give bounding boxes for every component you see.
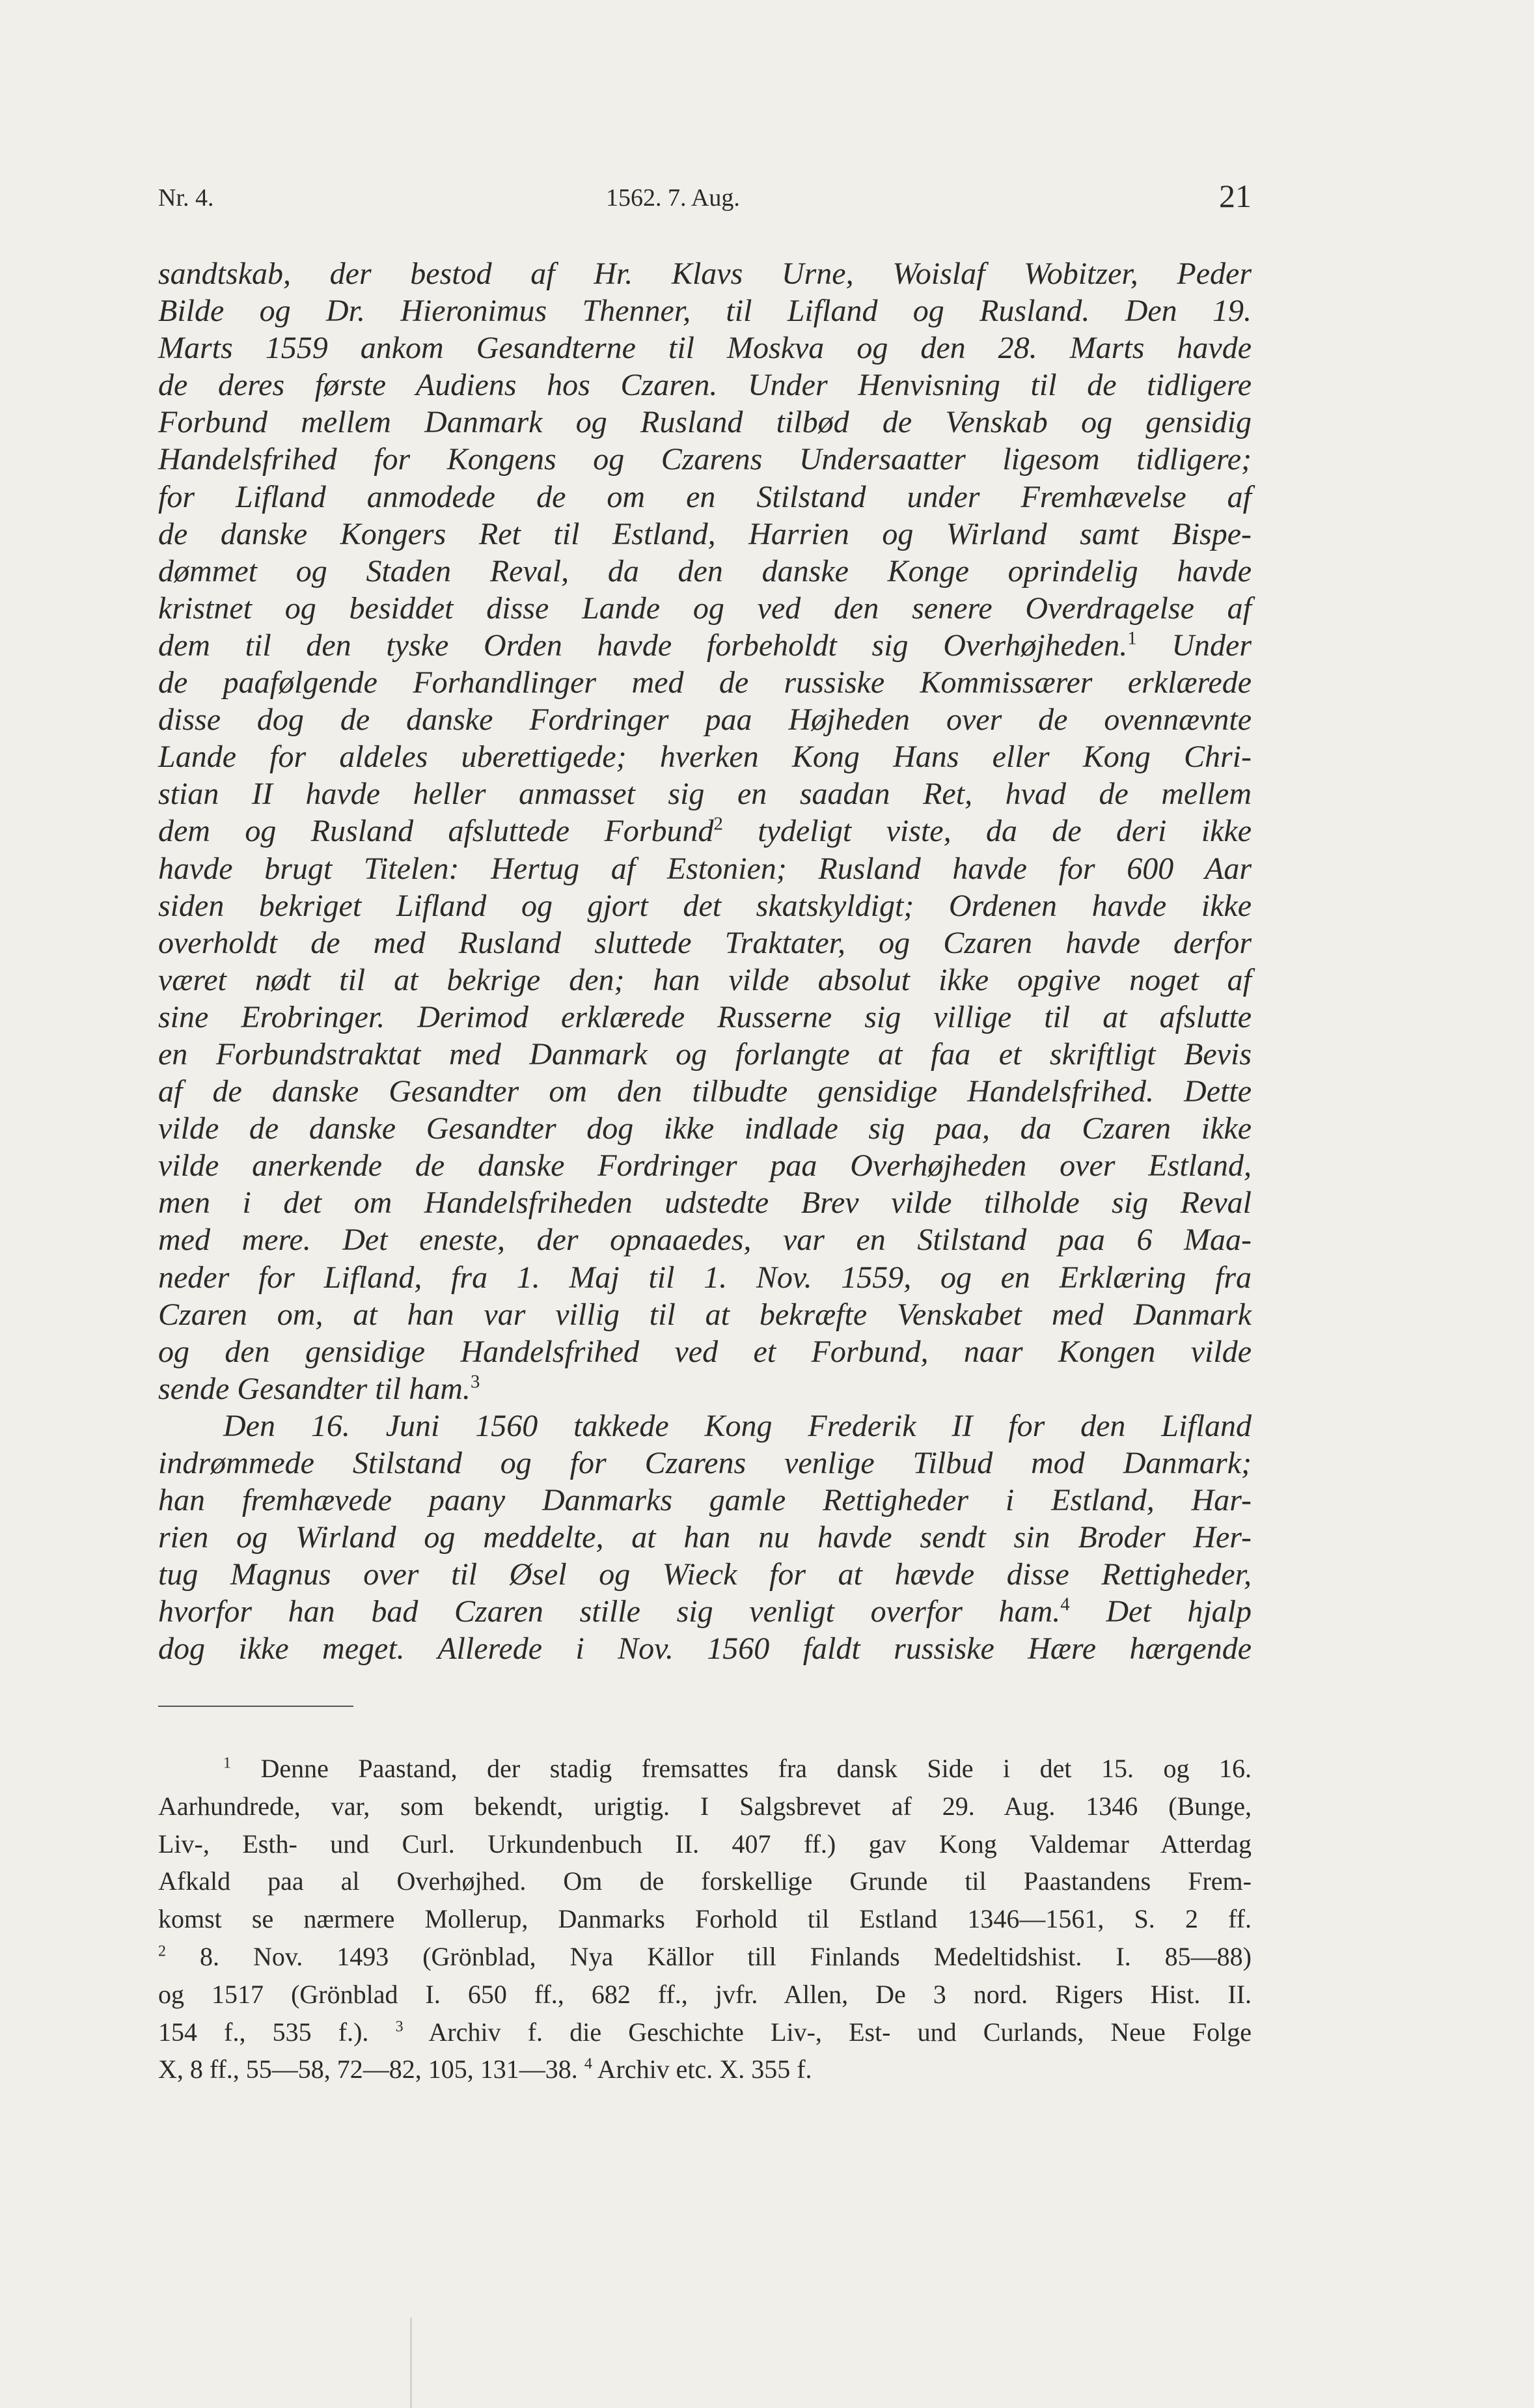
footnote-line xyxy=(158,2051,1252,2088)
text-line: neder for Lifland, fra 1. Maj til 1. Nov. 1559, og en Erklæring fra xyxy=(158,1260,1252,1295)
footnote-line xyxy=(158,2014,1252,2051)
text-line: sine Erobringer. Derimod erklærede Russerne sig villige til at afslutte xyxy=(158,999,1252,1034)
text-segment: dem til den tyske Orden havde forbeholdt sig Overhøjheden. xyxy=(158,628,1128,663)
text-segment: tydeligt viste, da de deri ikke xyxy=(758,814,1252,849)
footnote-marker-3: 3 xyxy=(395,2018,404,2036)
text-segment: sende Gesandter til ham. xyxy=(158,1371,471,1406)
text-line: dømmet og Staden Reval, da den danske Konge oprindelig havde xyxy=(158,553,1252,588)
footnote-ref-1: 1 xyxy=(1127,628,1137,649)
text-line: de paafølgende Forhandlinger med de russiske Kommissærer erklærede xyxy=(158,665,1252,700)
text-line: stian II havde heller anmasset sig en saadan Ret, hvad de mellem xyxy=(158,777,1252,812)
text-line: de danske Kongers Ret til Estland, Harrien og Wirland samt Bispe- xyxy=(158,516,1252,551)
text-line: men i det om Handelsfriheden udstedte Brev vilde tilholde sig Reval xyxy=(158,1185,1252,1221)
issue-number: Nr. 4. xyxy=(158,184,214,212)
text-line: vilde de danske Gesandter dog ikke indlade sig paa, da Czaren ikke xyxy=(158,1111,1252,1146)
text-line: Handelsfrihed for Kongens og Czarens Undersaatter ligesom tidligere; xyxy=(158,442,1252,477)
footnote-line xyxy=(158,1938,1252,1976)
page-header xyxy=(158,177,1252,216)
text-line: han fremhævede paany Danmarks gamle Rettigheder i Estland, Har- xyxy=(158,1483,1252,1518)
text-segment: X, 8 ff., 55—58, 72—82, 105, 131—38. xyxy=(158,2055,578,2084)
text-line: overholdt de med Rusland sluttede Traktater, og Czaren havde derfor xyxy=(158,925,1252,960)
footnote-line: komst se nærmere Mollerup, Danmarks Forhold til Estland 1346—1561, S. 2 ff. xyxy=(158,1904,1252,1934)
footnotes xyxy=(158,1750,1252,2088)
footnote-marker-1: 1 xyxy=(223,1754,231,1772)
text-segment: Archiv f. die Geschichte Liv-, Est- und Curlands, Neue Folge xyxy=(428,2017,1252,2047)
text-line-with-note xyxy=(158,1370,1252,1407)
scan-fold-mark xyxy=(410,2318,412,2408)
footnote-line: Liv-, Esth- und Curl. Urkundenbuch II. 407 ff.) gav Kong Valdemar Atterdag xyxy=(158,1829,1252,1859)
text-line: Lande for aldeles uberettigede; hverken Kong Hans eller Kong Chri- xyxy=(158,740,1252,775)
text-line: dog ikke meget. Allerede i Nov. 1560 faldt russiske Hære hærgende xyxy=(158,1631,1252,1667)
text-line: kristnet og besiddet disse Lande og ved den senere Overdragelse af xyxy=(158,590,1252,626)
text-line-with-note xyxy=(158,812,1252,850)
text-line: Bilde og Dr. Hieronimus Thenner, til Lifland og Rusland. Den 19. xyxy=(158,294,1252,329)
text-segment: Denne Paastand, der stadig fremsattes fra dansk Side i det 15. og 16. xyxy=(260,1754,1252,1783)
footnote-marker-4: 4 xyxy=(584,2055,592,2073)
text-segment: 154 f., 535 f.). xyxy=(158,2017,369,2047)
footnote-separator xyxy=(158,1706,353,1707)
text-line-with-note xyxy=(158,1593,1252,1630)
footnote-line: og 1517 (Grönblad I. 650 ff., 682 ff., jvfr. Allen, De 3 nord. Rigers Hist. II. xyxy=(158,1979,1252,2009)
text-line: af de danske Gesandter om den tilbudte gensidige Handelsfrihed. Dette xyxy=(158,1074,1252,1109)
header-date: 1562. 7. Aug. xyxy=(606,184,740,212)
text-line: disse dog de danske Fordringer paa Højheden over de ovennævnte xyxy=(158,702,1252,738)
page-number: 21 xyxy=(1219,178,1252,214)
footnote-line: Aarhundrede, var, som bekendt, urigtig. I Salgsbrevet af 29. Aug. 1346 (Bunge, xyxy=(158,1791,1252,1821)
text-line: med mere. Det eneste, der opnaaedes, var en Stilstand paa 6 Maa- xyxy=(158,1223,1252,1258)
footnote-ref-3: 3 xyxy=(470,1371,480,1392)
text-segment: Det hjalp xyxy=(1106,1594,1252,1629)
main-text xyxy=(158,255,1252,1668)
footnote-ref-2: 2 xyxy=(713,814,723,835)
text-line: og den gensidige Handelsfrihed ved et Forbund, naar Kongen vilde xyxy=(158,1334,1252,1369)
text-line: de deres første Audiens hos Czaren. Under Henvisning til de tidligere xyxy=(158,368,1252,403)
text-line: Forbund mellem Danmark og Rusland tilbød de Venskab og gensidig xyxy=(158,405,1252,440)
text-segment: 8. Nov. 1493 (Grönblad, Nya Källor till Finlands Medeltidshist. I. 85—88) xyxy=(199,1941,1252,1971)
footnote-ref-4: 4 xyxy=(1060,1594,1070,1616)
text-line: for Lifland anmodede de om en Stilstand under Fremhævelse af xyxy=(158,479,1252,514)
footnote-marker-2: 2 xyxy=(158,1943,166,1960)
text-segment: Under xyxy=(1171,628,1252,663)
text-line: Den 16. Juni 1560 takkede Kong Frederik II for den Lifland xyxy=(223,1408,1252,1443)
text-segment: dem og Rusland afsluttede Forbund xyxy=(158,814,714,849)
text-line: siden bekriget Lifland og gjort det skatskyldigt; Ordenen havde ikke xyxy=(158,888,1252,923)
footnote-line xyxy=(158,1750,1252,1788)
text-line: Marts 1559 ankom Gesandterne til Moskva og den 28. Marts havde xyxy=(158,331,1252,366)
text-line: tug Magnus over til Øsel og Wieck for at hævde disse Rettigheder, xyxy=(158,1557,1252,1592)
text-line-with-note xyxy=(158,627,1252,664)
text-line: Czaren om, at han var villig til at bekræfte Venskabet med Danmark xyxy=(158,1297,1252,1332)
footnote-line: Afkald paa al Overhøjhed. Om de forskellige Grunde til Paastandens Frem- xyxy=(158,1866,1252,1896)
text-line: havde brugt Titelen: Hertug af Estonien; Rusland havde for 600 Aar xyxy=(158,851,1252,886)
text-line: en Forbundstraktat med Danmark og forlangte at faa et skriftligt Bevis xyxy=(158,1036,1252,1072)
text-segment: Archiv etc. X. 355 f. xyxy=(597,2055,812,2084)
text-segment: hvorfor han bad Czaren stille sig venligt overfor ham. xyxy=(158,1594,1061,1629)
text-line: været nødt til at bekrige den; han vilde absolut ikke opgive noget af xyxy=(158,962,1252,997)
text-line: rien og Wirland og meddelte, at han nu havde sendt sin Broder Her- xyxy=(158,1520,1252,1555)
text-line: vilde anerkende de danske Fordringer paa Overhøjheden over Estland, xyxy=(158,1148,1252,1183)
text-line: sandtskab, der bestod af Hr. Klavs Urne, Woislaf Wobitzer, Peder xyxy=(158,256,1252,291)
text-line: indrømmede Stilstand og for Czarens venlige Tilbud mod Danmark; xyxy=(158,1446,1252,1480)
